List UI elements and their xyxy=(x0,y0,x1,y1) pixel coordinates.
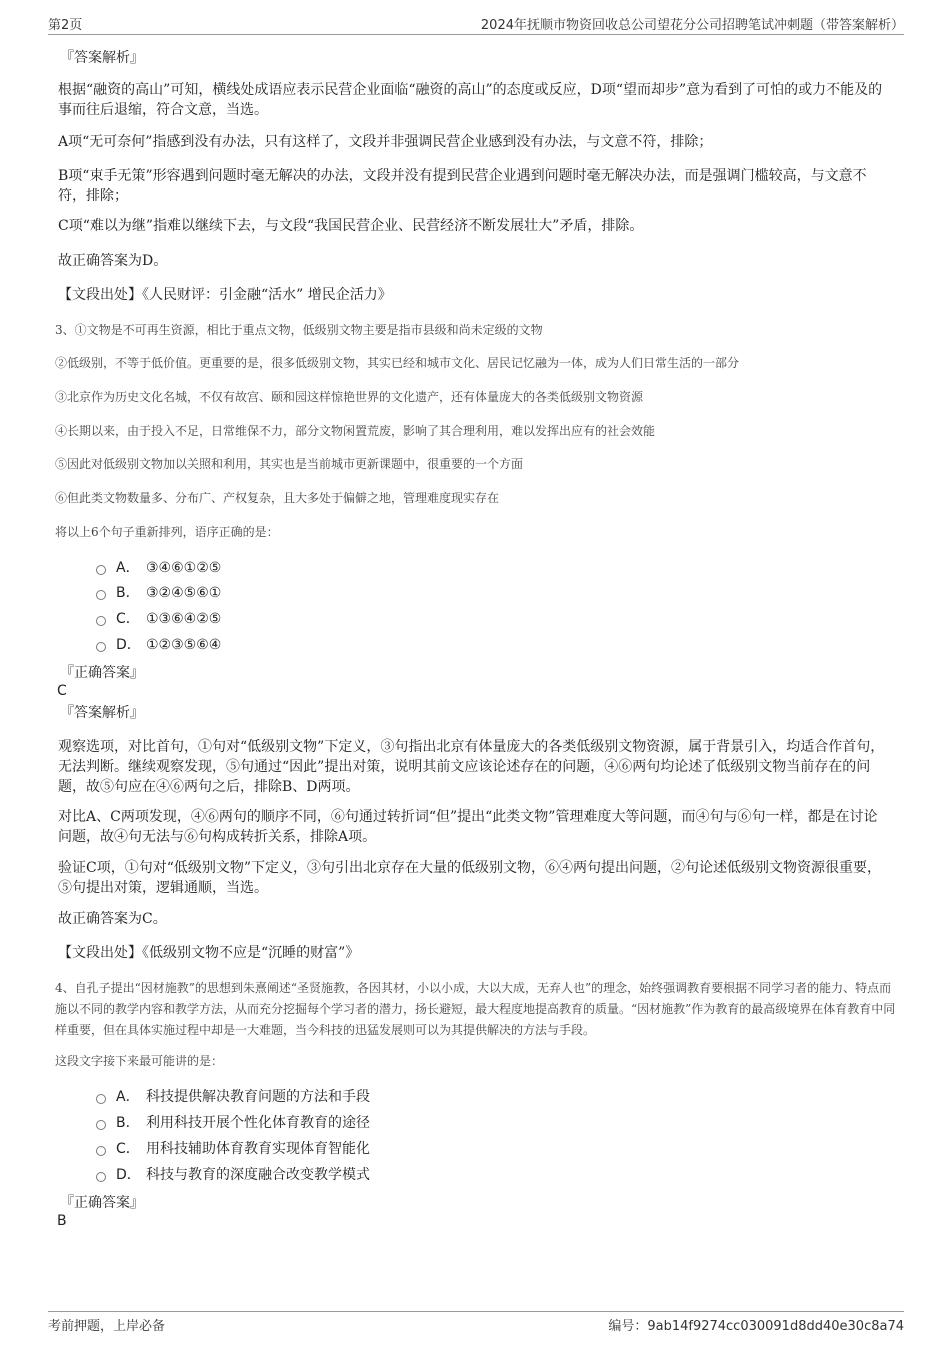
option-d[interactable]: D． 科技与教育的深度融合改变教学模式 xyxy=(96,1165,370,1185)
analysis-paragraph: 验证C项，①句对“低级别文物”下定义，③句引出北京存在大量的低级别文物，⑥④两句提出问题，②句论述低级别文物资源很重要，⑤句提出对策，逻辑通顺，当选。 xyxy=(58,860,882,896)
analysis-paragraph: B项“束手无策”形容遇到问题时毫无解决的办法，文段并没有提到民营企业遇到问题时毫无解决办法，而是强调门槛较高，与文意不符，排除； xyxy=(58,168,867,204)
radio-button-icon[interactable] xyxy=(96,1094,106,1104)
page-number: 第2页 xyxy=(48,18,83,33)
radio-button-icon[interactable] xyxy=(96,642,106,652)
question-sentence: ⑤因此对低级别文物加以关照和利用，其实也是当前城市更新课题中，很重要的一个方面 xyxy=(55,457,524,471)
radio-button-icon[interactable] xyxy=(96,565,106,575)
option-b[interactable]: B． 利用科技开展个性化体育教育的途径 xyxy=(96,1113,370,1133)
radio-button-icon[interactable] xyxy=(96,616,106,626)
answer-statement: 故正确答案为C。 xyxy=(58,911,167,927)
option-c[interactable]: C． 用科技辅助体育教育实现体育智能化 xyxy=(96,1139,370,1159)
analysis-paragraph: A项“无可奈何”指感到没有办法，只有这样了，文段并非强调民营企业感到没有办法，与文意不符，排除； xyxy=(58,134,713,150)
analysis-paragraph: C项“难以为继”指难以继续下去，与文段“我国民营企业、民营经济不断发展壮大”矛盾，排除。 xyxy=(58,218,644,234)
radio-button-icon[interactable] xyxy=(96,590,106,600)
analysis-label: 『答案解析』 xyxy=(60,705,144,721)
option-d[interactable]: D． ①②③⑤⑥④ xyxy=(96,635,221,655)
correct-answer-label: 『正确答案』 xyxy=(60,1195,144,1211)
question-stem: 4、自孔子提出“因材施教”的思想到朱熹阐述“圣贤施教，各因其材，小以小成，大以大成，无弃人也”的理念，始终强调教育要根据不同学习者的能力、特点而施以不同的教学内容和教学方法，从而充分挖掘每个学习者的潜力，扬长避短，最大程度地提高教育的质量。“因材施教”作为教育的最高级境界在体育教育中同样重要，但在具体实施过程中却是一大难题，当今科技的迅猛发展则可以为其提供解决的方法与手段。 xyxy=(55,981,896,1037)
radio-button-icon[interactable] xyxy=(96,1172,106,1182)
source-citation: 【文段出处】《人民财评：引金融“活水” 增民企活力》 xyxy=(58,287,392,303)
question-sentence: 3、①文物是不可再生资源，相比于重点文物，低级别文物主要是指市县级和尚未定级的文物 xyxy=(55,323,543,337)
option-b[interactable]: B． ③②④⑤⑥① xyxy=(96,583,221,603)
footer-slogan: 考前押题，上岸必备 xyxy=(48,1319,166,1334)
question-sentence: ②低级别，不等于低价值。更重要的是，很多低级别文物，其实已经和城市文化、居民记忆融为一体，成为人们日常生活的一部分 xyxy=(55,356,740,370)
question-sentence: ③北京作为历史文化名城，不仅有故宫、颐和园这样惊艳世界的文化遗产，还有体量庞大的各类低级别文物资源 xyxy=(55,390,644,404)
option-a[interactable]: A． ③④⑥①②⑤ xyxy=(96,558,221,578)
document-code: 编号：9ab14f9274cc030091d8dd40e30c8a74 xyxy=(608,1319,904,1334)
question-sentence: ④长期以来，由于投入不足，日常维保不力，部分文物闲置荒废，影响了其合理利用，难以发挥出应有的社会效能 xyxy=(55,424,656,438)
analysis-paragraph: 对比A、C两项发现，④⑥两句的顺序不同，⑥句通过转折词“但”提出“此类文物”管理难度大等问题，而④句与⑥句一样，都是在讨论问题，故④句无法与⑥句构成转折关系，排除A项。 xyxy=(58,809,878,845)
correct-answer-label: 『正确答案』 xyxy=(60,665,144,681)
question-prompt: 将以上6个句子重新排列，语序正确的是： xyxy=(55,525,279,539)
question-prompt: 这段文字接下来最可能讲的是： xyxy=(55,1054,224,1068)
option-a[interactable]: A． 科技提供解决教育问题的方法和手段 xyxy=(96,1087,370,1107)
analysis-paragraph: 根据“融资的高山”可知，横线处成语应表示民营企业面临“融资的高山”的态度或反应，D项“望而却步”意为看到了可怕的或力不能及的事而往后退缩，符合文意，当选。 xyxy=(58,82,883,118)
answer-statement: 故正确答案为D。 xyxy=(58,253,168,269)
radio-button-icon[interactable] xyxy=(96,1146,106,1156)
page-header xyxy=(48,14,904,35)
radio-button-icon[interactable] xyxy=(96,1120,106,1130)
correct-answer: B xyxy=(57,1213,67,1229)
correct-answer: C xyxy=(57,683,67,699)
source-citation: 【文段出处】《低级别文物不应是“沉睡的财富”》 xyxy=(58,945,360,961)
page-footer xyxy=(48,1311,904,1334)
document-title: 2024年抚顺市物资回收总公司望花分公司招聘笔试冲刺题（带答案解析） xyxy=(480,18,904,33)
analysis-paragraph: 观察选项，对比首句，①句对“低级别文物”下定义，③句指出北京有体量庞大的各类低级别文物资源，属于背景引入，均适合作首句，无法判断。继续观察发现，⑤句通过“因此”提出对策，说明其前文应该论述存在的问题，④⑥两句均论述了低级别文物当前存在的问题，故⑤句应在④⑥两句之后，排除B、D两项。 xyxy=(58,739,885,795)
option-c[interactable]: C． ①③⑥④②⑤ xyxy=(96,609,221,629)
analysis-label: 『答案解析』 xyxy=(60,50,144,66)
question-sentence: ⑥但此类文物数量多、分布广、产权复杂，且大多处于偏僻之地，管理难度现实存在 xyxy=(55,491,500,505)
